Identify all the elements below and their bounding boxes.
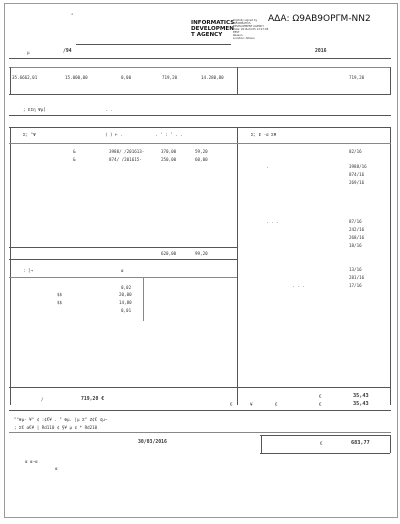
right-code: 13/16: [349, 267, 362, 272]
right-code: 3988/16: [349, 164, 367, 169]
totals-rule: [9, 247, 237, 248]
final-euro: €: [320, 441, 323, 446]
footer-line-1: "°θμ- ¥° ¢ :¢€¥ . " θμ. |μ Σ° Ζ¢€ ¢μ−: [14, 417, 108, 422]
table-header: Σ; °Ψ: [23, 132, 36, 137]
rule: [9, 432, 391, 433]
totals-symbol: ¥: [250, 402, 253, 407]
row-value-1: 250,00: [161, 157, 177, 162]
vrule: [10, 67, 11, 94]
summary-value: 14.280,80: [201, 75, 224, 80]
tax-euro-1: €: [319, 394, 322, 399]
total-amount: 719,20 €: [81, 397, 105, 402]
right-code: 242/16: [349, 227, 365, 232]
summary-value: 0,00: [121, 75, 132, 80]
vrule: [237, 67, 238, 94]
signature-line-2: α: [55, 466, 58, 471]
table-left-border: [10, 127, 11, 405]
right-mark: . . .: [292, 283, 305, 288]
doc-year: 2016: [315, 49, 327, 54]
right-code: 281/16: [349, 275, 365, 280]
totals-slash: /: [41, 397, 44, 402]
totals-rule: [9, 259, 237, 260]
sign-line: Digitally signed by: [233, 19, 258, 22]
deduction-value: 0,01: [121, 308, 132, 313]
totals-symbol: €: [275, 402, 278, 407]
right-code: 87/16: [349, 219, 362, 224]
total-value-2: 99,20: [195, 251, 208, 256]
header-rule: [76, 44, 231, 45]
right-code: 18/16: [349, 243, 362, 248]
table-mid-border: [237, 127, 238, 405]
right-code: 82/16: [349, 149, 362, 154]
rule: [9, 115, 391, 116]
deduction-value: 0,02: [121, 285, 132, 290]
mu-label: μ: [27, 50, 30, 55]
row-value-2: 59,20: [195, 149, 208, 154]
final-box-right: [390, 435, 391, 453]
footer-line-2: ; Σ€ α€¥ | Rd110 ¢ §¥ μ ¢ * Rd210: [14, 425, 98, 430]
summary-value: 35.6662,01: [12, 75, 38, 80]
final-amount: 683,77: [351, 440, 370, 446]
label-row-dots: . .: [105, 107, 113, 112]
totals-symbol: €: [230, 402, 233, 407]
top-mark: °: [71, 13, 74, 18]
summary-value: 719,20: [162, 75, 178, 80]
summary-value: 719,20: [349, 75, 365, 80]
summary-value: 15.000,00: [65, 75, 88, 80]
deduction-mark: $$: [57, 300, 63, 305]
sign-line: Location: Athens: [233, 37, 255, 40]
deductions-vrule: [143, 277, 144, 321]
final-box-top: [260, 435, 390, 436]
table-header: ( ) ⊢ .: [105, 132, 123, 137]
row-mark: &: [73, 149, 76, 154]
deduction-mark: $$: [57, 292, 63, 297]
rule: [9, 67, 391, 68]
row-ref: 3988/ /201613-: [109, 149, 145, 154]
org-name-line-3: T AGENCY: [191, 32, 223, 38]
label-row-text: ; ΕΙη Ψμ]: [23, 107, 46, 112]
row-ref: 874/ /201615-: [109, 157, 142, 162]
right-code: 269/16: [349, 180, 365, 185]
signature-line-1: α α−α: [25, 459, 38, 464]
table-header: . ' : ' . .: [155, 132, 183, 137]
tax-euro-2: €: [319, 402, 322, 407]
tax-value-1: 35,43: [353, 393, 369, 399]
right-mark: .: [266, 164, 269, 169]
row-value-2: 60,00: [195, 157, 208, 162]
issue-date: 30/03/2016: [138, 440, 167, 445]
right-code: 268/16: [349, 235, 365, 240]
org-name-line-1: INFORMATICS: [191, 20, 235, 26]
rule: [9, 387, 391, 388]
tax-value-2: 35,43: [353, 401, 369, 407]
vrule: [390, 67, 391, 94]
sign-line: INFORMATICS: [233, 22, 251, 25]
ada-code: ΑΔΑ: Ω9ΑΒ9ΟΡΓΜ-NN2: [268, 14, 371, 24]
doc-number: /94: [63, 49, 72, 54]
row-mark: &: [73, 157, 76, 162]
sign-line: EEST: [233, 31, 240, 34]
sign-line: DEVELOPMENT AGENCY: [233, 25, 264, 28]
sign-line: Date: 2016.04.05 13:27:08: [233, 28, 269, 31]
sign-line: Reason:: [233, 34, 244, 37]
deduction-value: 14,80: [119, 300, 132, 305]
rule: [9, 58, 391, 59]
total-value-1: 620,00: [161, 251, 177, 256]
deductions-header: α: [121, 268, 124, 273]
deduction-value: 20,00: [119, 292, 132, 297]
final-box-left: [261, 435, 262, 453]
org-name-line-2: DEVELOPMEN: [191, 26, 234, 32]
right-code: 17/16: [349, 283, 362, 288]
table-header: Σ; Ε -α ΣΨ: [251, 132, 277, 137]
final-box-bottom: [260, 453, 390, 454]
deductions-rule: [9, 277, 237, 278]
table-header-rule: [9, 143, 391, 144]
table-top-rule: [9, 127, 391, 128]
table-right-border: [390, 127, 391, 405]
rule: [9, 94, 391, 95]
rule: [9, 410, 391, 411]
right-code: 874/16: [349, 172, 365, 177]
right-mark: . . .: [266, 219, 279, 224]
financial-document: [4, 3, 398, 518]
row-value-1: 370,00: [161, 149, 177, 154]
deductions-header: : [→: [23, 268, 34, 273]
